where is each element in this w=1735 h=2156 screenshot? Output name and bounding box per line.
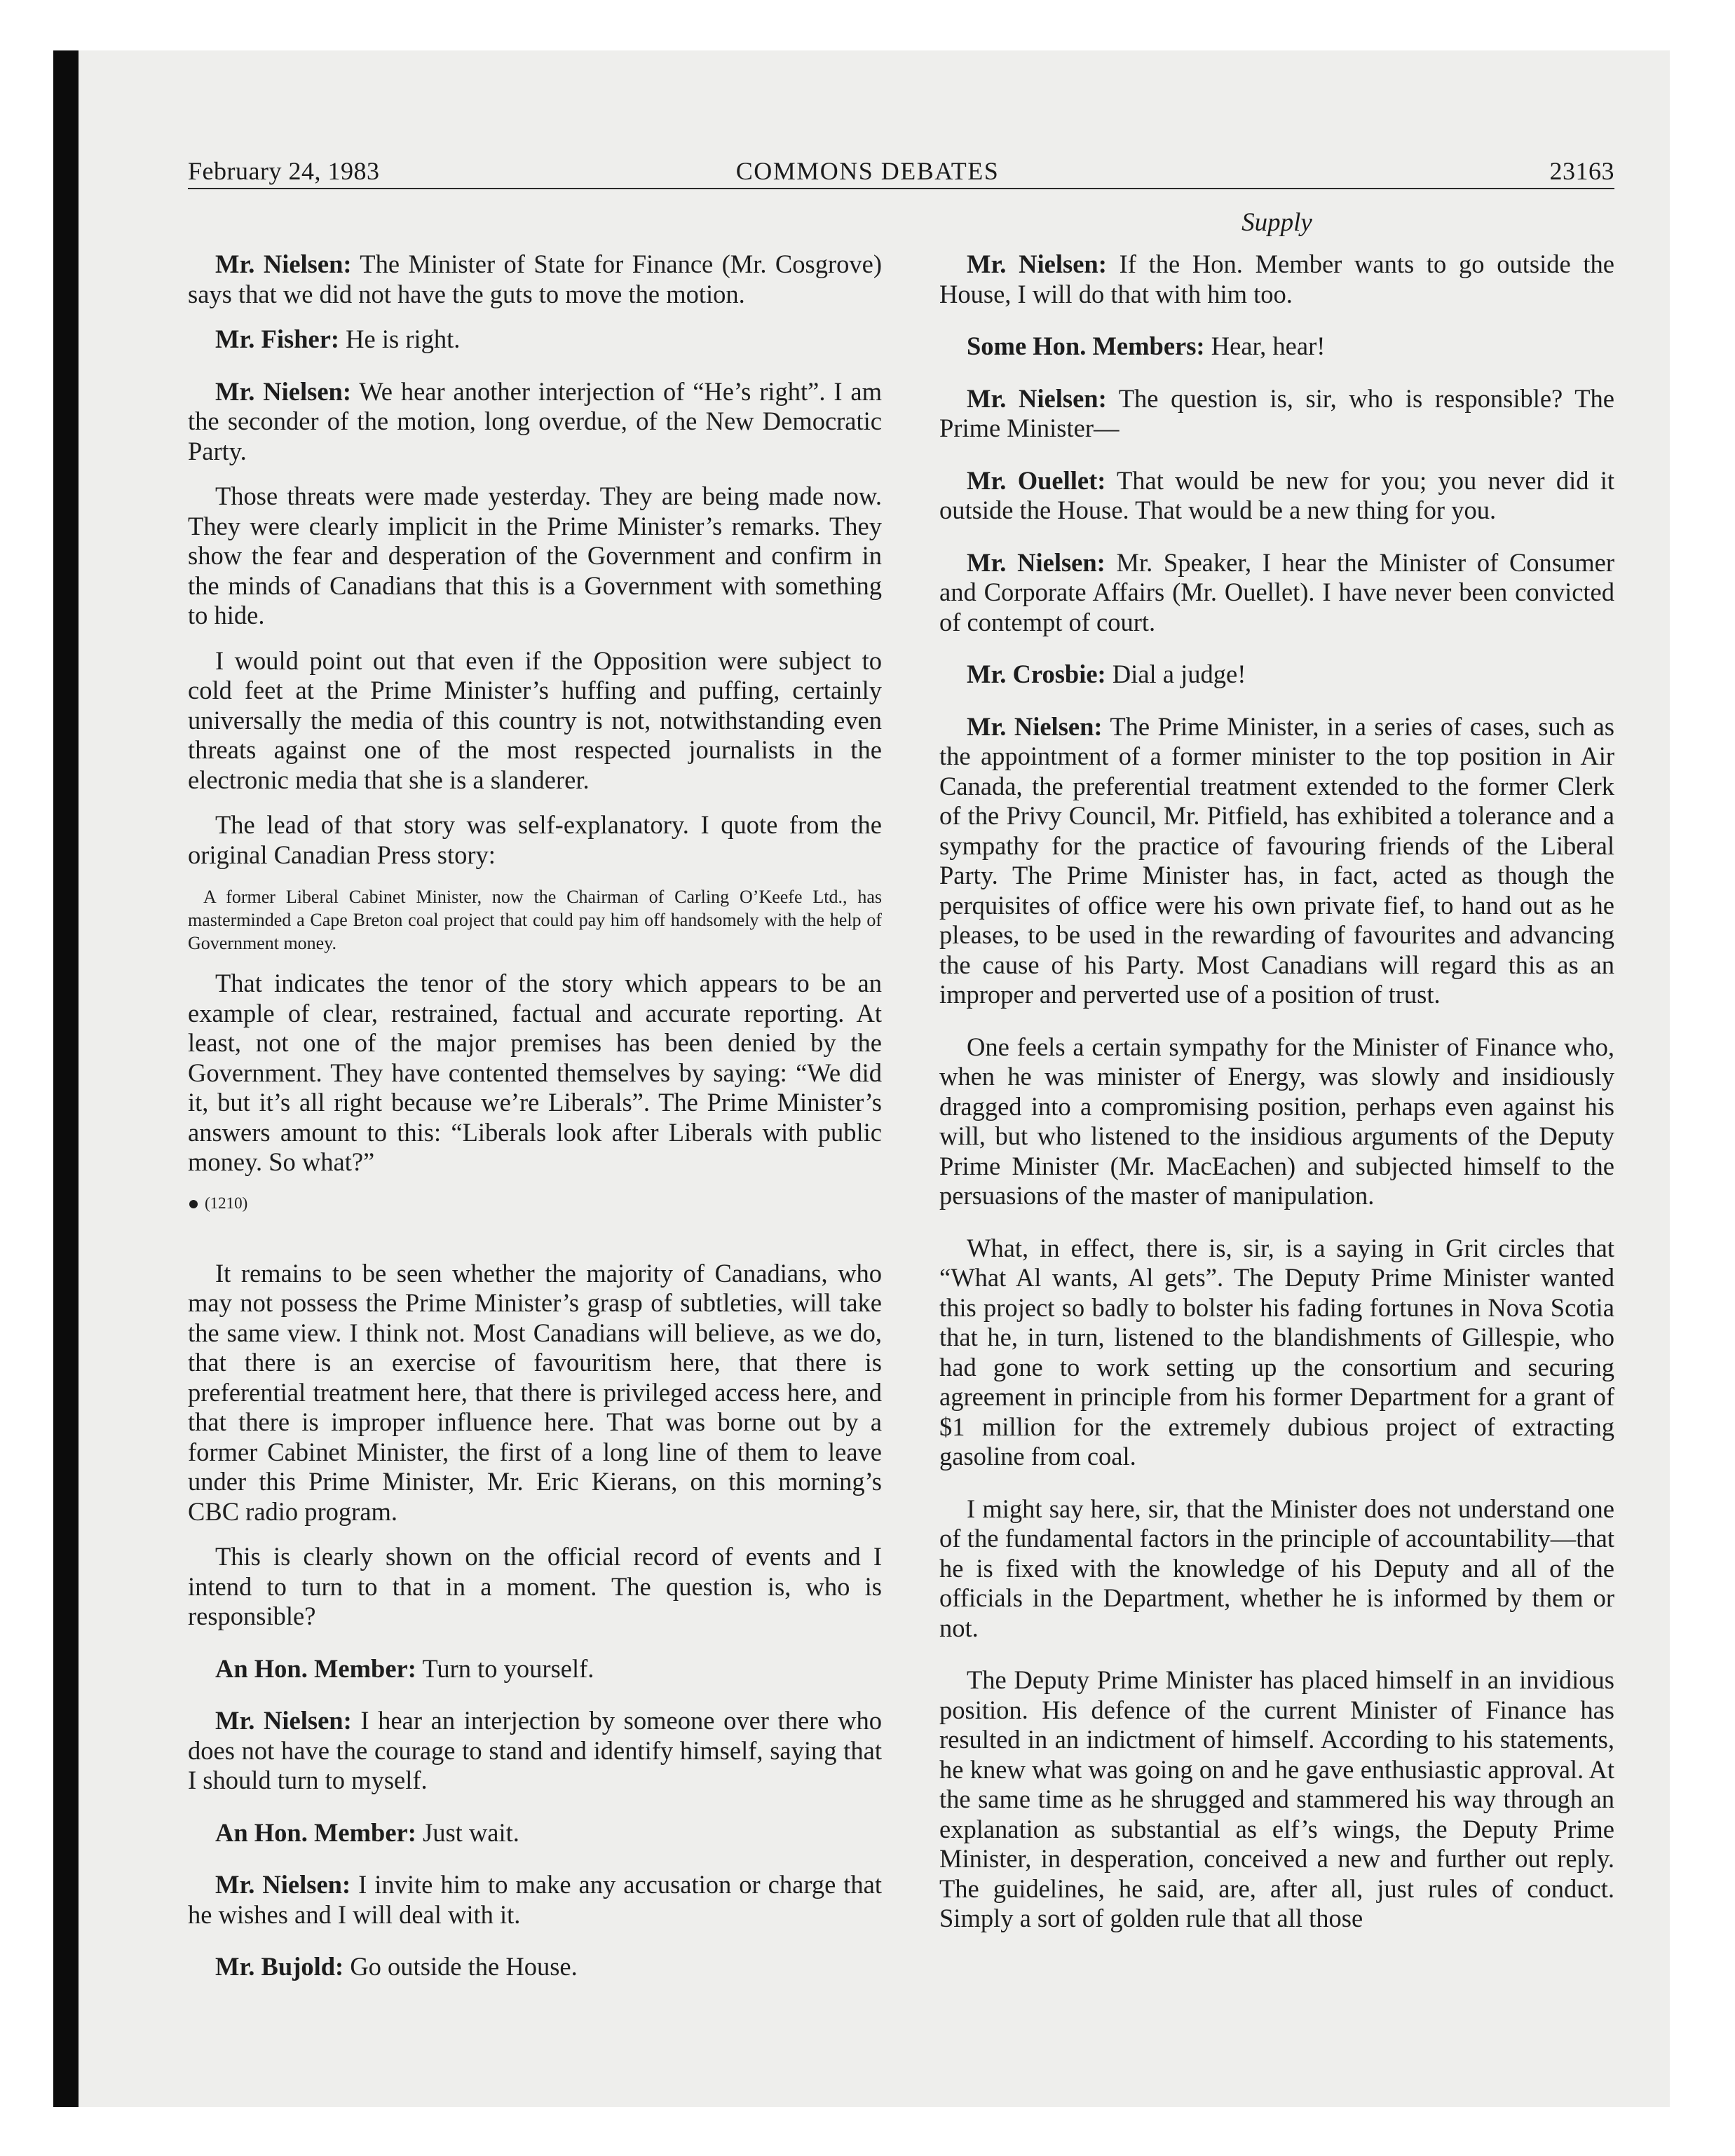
- paragraph: [188, 377, 882, 467]
- speaker-name: Mr. Nielsen:: [967, 383, 1107, 413]
- paragraph: [188, 1542, 882, 1632]
- block-quote: A former Liberal Cabinet Minister, now the Chairman of Carling O’Keefe Ltd., has masterminded a Cape Breton coal project that could pay him off handsomely with the help of Government money.: [188, 887, 882, 953]
- paragraph: [188, 482, 882, 631]
- speech-text: Turn to yourself.: [416, 1653, 594, 1683]
- speech-text: The Prime Minister, in a series of cases, such as the appointment of a former minister to the top position in Air Canada, the preferential treatment extended to the former Clerk of the Privy Council, Mr. Pitfield, has exhibited a tolerance and a sympathy for the practice of favouring friends of the Liberal Party. The Prime Minister has, in fact, acted as though the perquisites of office were his own private fief, to hand out as he pleases, to be used in the rewarding of favourites and advancing the cause of his Party. Most Canadians will regard this as an improper and perverted use of a position of trust.: [939, 711, 1614, 1009]
- scan-edge: [53, 50, 79, 2107]
- paragraph: [939, 466, 1614, 526]
- header-title: COMMONS DEBATES: [735, 157, 1000, 185]
- header-page-number: 23163: [1549, 157, 1614, 185]
- paragraph: [939, 1234, 1614, 1472]
- paragraph: [188, 250, 882, 309]
- paragraph: [188, 1870, 882, 1930]
- paragraph: [188, 810, 882, 870]
- paragraph: [939, 250, 1614, 309]
- speech-text: It remains to be seen whether the majority of Canadians, who may not possess the Prime Minister’s grasp of subtleties, will take the same view. I think not. Most Canadians will believe, as we do, that there is an exercise of favouritism here, that there is preferential treatment here, that there is privileged access here, and that there is improper influence here. That was borne out by a former Cabinet Minister, the first of a long line of them to leave under this Prime Minister, Mr. Eric Kierans, on this morning’s CBC radio program.: [188, 1258, 882, 1526]
- paragraph: [939, 660, 1614, 690]
- speaker-name: Mr. Nielsen:: [967, 547, 1105, 577]
- paragraph: [188, 1259, 882, 1527]
- speech-text: Go outside the House.: [343, 1952, 578, 1981]
- speech-text: Those threats were made yesterday. They are being made now. They were clearly implicit in the Prime Minister’s remarks. They show the fear and desperation of the Government and confirm in the minds of Canadians that this is a Government with something to hide.: [188, 482, 882, 629]
- speech-text: Hear, hear!: [1204, 332, 1326, 360]
- paragraph: [188, 1952, 882, 1982]
- bullet-icon: [189, 1200, 198, 1208]
- speech-text: One feels a certain sympathy for the Minister of Finance who, when he was minister of Energy, was slowly and insidiously dragged into a compromising position, perhaps even against his will, but who listened to the insidious arguments of the Deputy Prime Minister (Mr. MacEachen) and subjected himself to the persuasions of the master of manipulation.: [939, 1032, 1614, 1210]
- speech-text: That would be new for you; you never did it outside the House. That would be a new thing for you.: [939, 465, 1615, 524]
- left-column: [188, 250, 882, 1998]
- paragraph: [939, 384, 1614, 444]
- speaker-name: Mr. Nielsen:: [215, 376, 352, 406]
- speaker-name: Mr. Fisher:: [215, 325, 340, 353]
- paragraph: [188, 1654, 882, 1684]
- speaker-name: Mr. Nielsen:: [967, 711, 1103, 741]
- paragraph: [188, 969, 882, 1178]
- speech-text: Mr. Speaker, I hear the Minister of Consumer and Corporate Affairs (Mr. Ouellet). I have never been convicted of contempt of court.: [939, 547, 1614, 636]
- paragraph: [939, 1494, 1614, 1644]
- paragraph: [188, 325, 882, 355]
- paragraph: [939, 1032, 1614, 1211]
- speaker-name: Some Hon. Members:: [967, 332, 1205, 360]
- speaker-name: Mr. Nielsen:: [215, 250, 352, 278]
- paragraph: [939, 548, 1614, 638]
- paragraph: [188, 1706, 882, 1796]
- speaker-name: An Hon. Member:: [215, 1817, 416, 1847]
- speech-text: The question is, sir, who is responsible? The Prime Minister—: [939, 383, 1614, 442]
- header-rule: [188, 188, 1614, 189]
- time-marker-text: (1210): [205, 1194, 248, 1212]
- section-title: Supply: [1241, 208, 1312, 237]
- speech-text: The lead of that story was self-explanatory. I quote from the original Canadian Press story:: [188, 810, 882, 869]
- speech-text: Dial a judge!: [1105, 660, 1246, 688]
- speech-text: We hear another interjection of “He’s right”. I am the seconder of the motion, long overdue, of the New Democratic Party.: [188, 376, 882, 465]
- speech-text: That indicates the tenor of the story which appears to be an example of clear, restrained, factual and accurate reporting. At least, not one of the major premises has been denied by the Government. They have contented themselves by saying: “We did it, but it’s all right because we’re Liberals”. The Prime Minister’s answers amount to this: “Liberals look after Liberals with public money. So what?”: [188, 969, 882, 1176]
- paragraph: [939, 1665, 1614, 1934]
- speech-text: This is clearly shown on the official record of events and I intend to turn to that in a moment. The question is, who is responsible?: [188, 1542, 882, 1630]
- paragraph: [939, 712, 1614, 1010]
- speech-text: The Deputy Prime Minister has placed himself in an invidious position. His defence of the current Minister of Finance has resulted in an indictment of himself. According to his statements, he knew what was going on and he gave enthusiastic approval. At the same time as he shrugged and stammered his way through an explanation as substantial as elf’s wings, the Deputy Prime Minister, in desperation, conceived a new and further out reply. The guidelines, he said, are, after all, just rules of conduct. Simply a sort of golden rule that all those: [939, 1665, 1614, 1932]
- header-date: February 24, 1983: [188, 157, 380, 185]
- speech-text: What, in effect, there is, sir, is a saying in Grit circles that “What Al wants, Al gets”. The Deputy Prime Minister wanted this project so badly to bolster his fading fortunes in Nova Scotia that he, in turn, listened to the blandishments of Gillespie, who had gone to work setting up the consortium and securing agreement in principle from his former Department for a grant of $1 million for the extremely dubious project of extracting gasoline from coal.: [939, 1233, 1614, 1471]
- speech-text: I hear an interjection by someone over there who does not have the courage to stand and identify himself, saying that I should turn to myself.: [188, 1706, 882, 1794]
- speaker-name: Mr. Crosbie:: [967, 660, 1106, 688]
- speaker-name: Mr. Nielsen:: [215, 1870, 351, 1899]
- speaker-name: Mr. Nielsen:: [967, 250, 1107, 278]
- speaker-name: Mr. Bujold:: [215, 1952, 344, 1981]
- speech-text: If the Hon. Member wants to go outside the House, I will do that with him too.: [939, 250, 1614, 308]
- time-marker: [189, 1193, 882, 1214]
- speaker-name: Mr. Ouellet:: [967, 465, 1106, 495]
- speech-text: Just wait.: [416, 1817, 519, 1847]
- speech-text: I invite him to make any accusation or charge that he wishes and I will deal with it.: [188, 1870, 882, 1929]
- speaker-name: Mr. Nielsen:: [215, 1706, 352, 1735]
- right-column: [939, 250, 1614, 1949]
- speech-text: I might say here, sir, that the Minister does not understand one of the fundamental factors in the principle of accountability—that he is fixed with the knowledge of his Deputy and all of the officials in the Department, whether he is informed by them or not.: [939, 1494, 1614, 1642]
- paragraph: [939, 332, 1614, 362]
- paragraph: [188, 646, 882, 796]
- paragraph: [188, 1818, 882, 1848]
- speech-text: The Minister of State for Finance (Mr. Cosgrove) says that we did not have the guts to move the motion.: [188, 250, 882, 308]
- speaker-name: An Hon. Member:: [215, 1653, 416, 1683]
- speech-text: He is right.: [339, 325, 461, 353]
- speech-text: I would point out that even if the Opposition were subject to cold feet at the Prime Minister’s huffing and puffing, certainly universally the media of this country is not, notwithstanding even threats against one of the most respected journalists in the electronic media that she is a slanderer.: [188, 646, 882, 794]
